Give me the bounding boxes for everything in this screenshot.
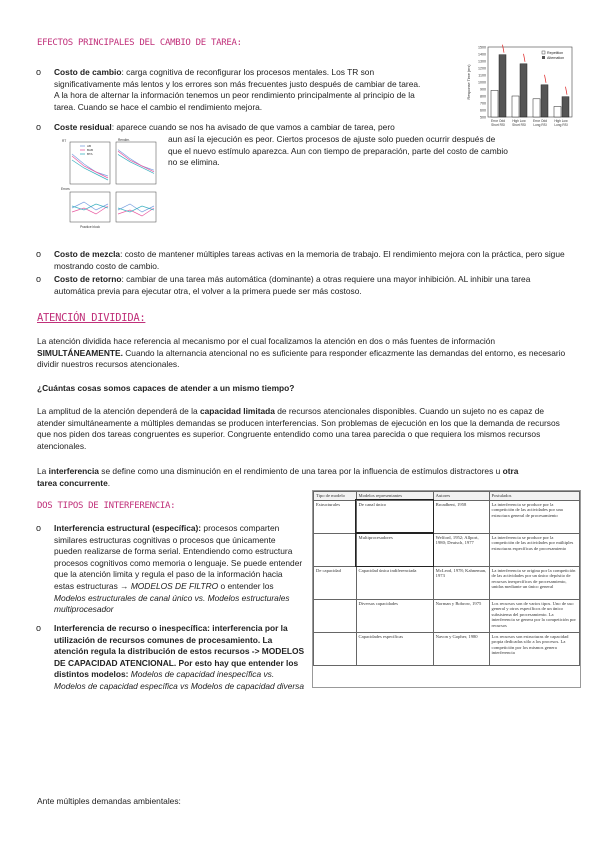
y-tick-label: 1000 [478,80,486,85]
table-row [314,500,580,533]
bullet-marker: o [36,274,42,284]
y-tick-label: 700 [480,101,486,106]
table-cell: Welford, 1952; Allport, 1980; Deutsch, 1977 [433,533,489,566]
bar-repetition [491,90,498,117]
x-tick-label: Long RSI [533,123,547,127]
bar-alternation [562,97,569,117]
x-tick-label: High Low [512,119,526,123]
y-tick-label: 1500 [478,45,486,50]
section-heading-divided-attention: ATENCIÓN DIVIDIDA: [37,312,146,324]
x-tick-label: Long RSI [554,123,568,127]
term-text: : carga cognitiva de reconfigurar los procesos mentales. Los TR son significativamente más lentos y los errores son más frecuentes justo después de cambiar de tarea. A la hora de alternar la información tenemos un peor rendimiento principalmente al principio de la tarea. Cuando se hace el cambio el rendimiento mejora. [54,67,421,112]
term-label: Costo de cambio [54,67,122,77]
y-tick-label: 1100 [478,73,486,78]
term-label: Costo de retorno [54,274,122,284]
footer-text: Ante múltiples demandas ambientales: [37,796,181,806]
residual-cost-continued: aun así la ejecución es peor. Ciertos procesos de ajuste solo pueden ocurrir después de que el nuevo estímulo aparezca. Aun con tiempo de preparación, parte del costo de cambio no se elimina. [168,134,508,168]
table-cell: Capacidad única indiferenciada [356,566,433,599]
bar-alternation [541,85,548,117]
term-label: Interferencia estructural (específica): [54,523,202,533]
text: La atención dividida hace referencia al mecanismo por el cual focalizamos la atención en dos o más fuentes de información [37,336,496,346]
x-axis-label: Practice block [80,225,100,229]
legend-entry: Alternation [547,56,565,60]
table-cell: Estructurales [314,500,357,533]
x-tick-label: Error Odd [533,119,547,123]
text-bold: interferencia [48,466,99,476]
term-text: o entender los [218,580,274,591]
paragraph-interference [37,466,537,489]
y-tick-label: 500 [480,115,486,120]
table-cell: La interferencia se produce por la competición de las actividades por múltiples estructuras específicas de procesamiento [489,533,579,566]
bullet-marker: o [36,523,42,533]
legend-swatch [542,51,545,54]
term-text: : cambiar de una tarea más automática (dominante) a otras requiere una mayor inhibición. AL inhibir una tarea automática previa para ejecutar otra, el volver a la primera puede ser más costoso. [54,274,531,296]
table-row [314,599,580,632]
text-bold: capacidad limitada [199,406,275,416]
table-cell: La interferencia se produce por la competición de las actividades por una estructura general de procesamiento [489,500,579,533]
table-cell: Los recursos son de varios tipos. Uno de uso general y otros específicos de un único subsistema del procesamiento. La interferencia se genera por la competición por recursos [489,599,579,632]
text: La amplitud de la atención dependerá de la [37,406,200,416]
table-cell [314,599,357,632]
y-tick-label: 600 [480,108,486,113]
y-tick-label: 1400 [478,52,486,57]
panel-frame [116,192,156,222]
y-tick-label: 1200 [478,66,486,71]
table-header: Tipo de modelo [314,492,357,501]
bullet-resource-interference [54,623,306,693]
text: Cuando la alternancia atencional no es suficiente para responder eficazmente las demandas del entorno, es necesario dividir nuestros recursos atencionales. [37,347,566,370]
bullet-marker: o [36,67,42,77]
bullet-marker: o [36,623,42,633]
text: . [107,477,111,488]
table-cell: Norman y Bobrow, 1975 [433,599,489,632]
table-cell: Broadbent, 1958 [433,500,489,533]
bar-alternation [520,64,527,117]
bullet-return-cost [54,274,564,297]
bullet-structural-interference [54,523,304,616]
legend-swatch [542,56,545,59]
panel-label: RT [62,139,67,143]
x-tick-label: High Low [554,119,568,123]
bar-alternation [499,55,506,117]
table-row [314,533,580,566]
legend-entry: BAB [87,148,94,153]
table-cell: Navon y Gopher, 1980 [433,632,489,665]
table-cell [314,533,357,566]
table-header-row [314,492,580,501]
term-italic: Modelos de capacidad inespecífica vs. Modelos de capacidad específica vs Modelos de capacidad diversa [54,669,305,691]
term-text: : aparece cuando se nos ha avisado de que vamos a cambiar de tarea, pero [111,122,395,132]
y-tick-label: 1300 [478,59,486,64]
table-header: Postulados [489,492,579,501]
panel-label: Rendim. [118,138,130,142]
table-cell: De capacidad [314,566,357,599]
bullet-cost-of-switching [54,67,424,113]
question-heading: ¿Cuántas cosas somos capaces de atender a un mismo tiempo? [37,383,295,393]
section-heading-task-switching: EFECTOS PRINCIPALES DEL CAMBIO DE TAREA: [37,38,242,48]
term-text: procesos comparten similares estructuras cognitivas o procesos que únicamente pueden realizarse de forma serial. Entendiendo como estructura procesos cognitivos como memoria o lenguaje. Se puede entender que la atención limita y regula el paso de la información hacia estas estructuras → [54,523,303,591]
section-heading-interference-types: DOS TIPOS DE INTERFERENCIA: [37,501,176,511]
y-tick-label: 900 [480,87,486,92]
table-cell: Diversas capacidades [356,599,433,632]
x-tick-label: Short RSI [512,123,526,127]
legend-entry: BTA [87,152,93,157]
term-italic: MODELOS DE FILTRO [130,580,219,591]
y-axis-label: Response Time (ms) [467,64,471,100]
models-table [313,491,580,666]
table-cell: McLeod, 1978; Kahneman, 1973 [433,566,489,599]
x-tick-label: Short RSI [491,123,505,127]
text-bold: otra tarea concurrente [37,466,519,488]
bullet-residual-cost [54,122,442,134]
models-table-figure [312,490,581,688]
table-cell: De canal único [356,500,433,533]
switch-cost-bar-chart [466,43,578,135]
table-row [314,566,580,599]
table-cell: Los recursos son estructuras de capacidad propia dedicadas sólo a los procesos. La competición por los mismos genera interferencia [489,632,579,665]
bar-repetition [512,96,519,117]
term-label: Interferencia de recurso o inespecífica: interferencia por la utilización de recursos comunes de procesamiento. La atención regula la distribución de estos recursos -> MODELOS DE CAPACIDAD ATENCIONAL. Por esto hay que entender los distintos modelos: [54,623,305,680]
legend-entry: AB [87,144,92,149]
bullet-mixing-cost [54,249,574,272]
paragraph-capacity [37,406,567,452]
bar-repetition [554,107,561,118]
paragraph-definition [37,336,567,371]
text: se define como una disminución en el rendimiento de una tarea por la influencia de estímulos distractores u [98,466,503,476]
x-tick-label: Error Odd [491,119,505,123]
y-tick-label: 800 [480,94,486,99]
term-label: Coste residual [54,122,112,132]
panel-label: Errors [61,187,70,191]
text-bold: SIMULTÁNEAMENTE. [37,347,123,358]
table-row [314,632,580,665]
table-cell: La interferencia se origina por la competición de las actividades por un único depósito de recursos inespecíficos de procesamiento, unidas mediante un único general [489,566,579,599]
table-cell: Multiprocesadores [356,533,433,566]
bar-repetition [533,99,540,117]
bullet-marker: o [36,122,42,132]
legend-entry: Repetition [547,51,564,55]
practice-line-chart [60,138,160,238]
text: La [37,466,49,476]
table-header: Autores [433,492,489,501]
text: de recursos atencionales disponibles. Cuando un sujeto no es capaz de atender simultáneamente a múltiples demandas se producen interferencias. Son problemas de ejecución en los que la demanda de recursos que nos piden dos tareas congruentes es superior. Congruente entendido como una tarea parecida o que requiera los mismos recursos atencionales. [37,406,560,451]
table-header: Modelos representantes [356,492,433,501]
term-label: Costo de mezcla [54,249,121,259]
term-text: : costo de mantener múltiples tareas activas en la memoria de trabajo. El rendimiento mejora con la práctica, pero sigue mostrando costo de cambio. [54,249,565,271]
table-cell [314,632,357,665]
table-cell: Capacidades específicas [356,632,433,665]
bullet-marker: o [36,249,42,259]
term-italic: Modelos estructurales de canal único vs. Modelos estructurales multiprocesador [54,592,290,615]
